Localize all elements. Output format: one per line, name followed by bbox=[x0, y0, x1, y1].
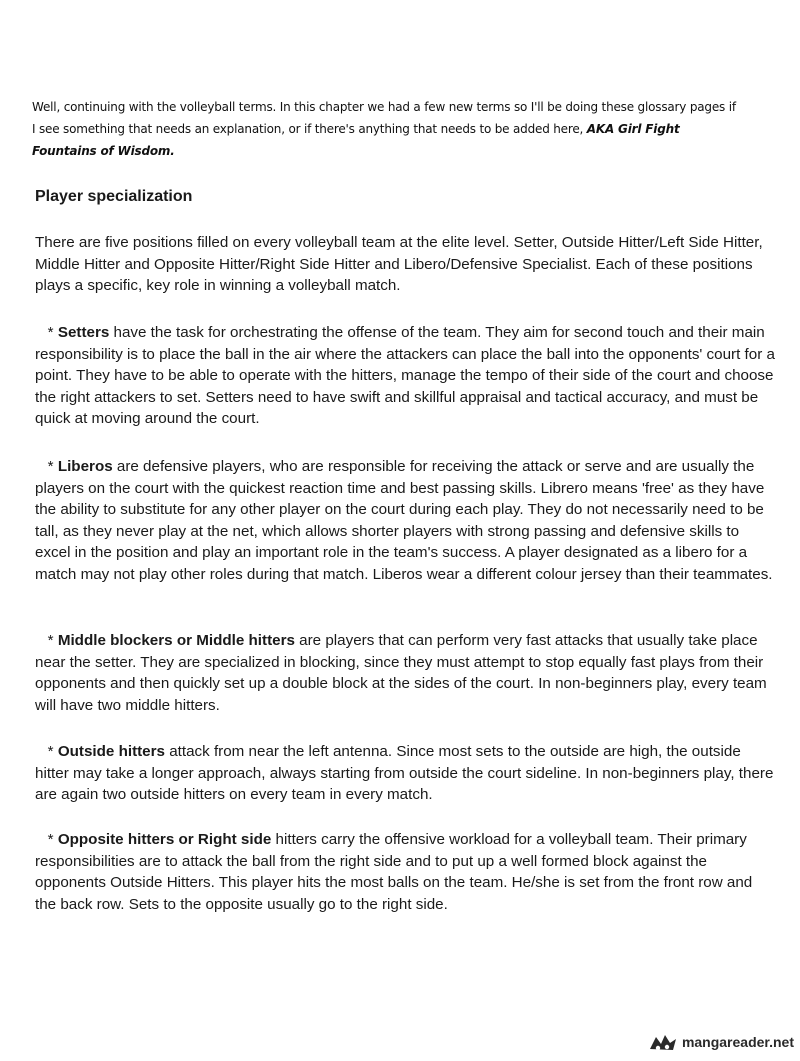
mangareader-logo-icon bbox=[648, 1031, 678, 1053]
outside-bullet: * bbox=[47, 743, 58, 760]
intro-aka: AKA Girl Fight Fountains of Wisdom. bbox=[32, 121, 680, 158]
intro-note bbox=[32, 96, 742, 162]
setters-paragraph bbox=[35, 322, 775, 430]
positions-paragraph: There are five positions filled on every volleyball team at the elite level. Setter, Outside Hitter/Left Side Hitter, Middle Hitter and Opposite Hitter/Right Side Hitter and Libero/Defensive Specialist. Each of these positions plays a specific, key role in winning a volleyball match. bbox=[35, 234, 763, 294]
setters-term: Setters bbox=[57, 324, 110, 341]
setters-bullet: * bbox=[47, 324, 58, 341]
watermark-text: mangareader.net bbox=[681, 1034, 794, 1050]
liberos-term: Liberos bbox=[57, 458, 113, 475]
outside-paragraph bbox=[35, 741, 775, 806]
outside-term: Outside hitters bbox=[57, 743, 165, 760]
liberos-text: are defensive players, who are responsible for receiving the attack or serve and are usually the players on the court with the quickest reaction time and best passing skills. Librero means 'free' as they have the ability to substitute for any other player on the court during each play. They do not necessarily need to be tall, as they never play at the net, which allows shorter players with strong passing and defensive skills to excel in the position and play an important role in the team's success. A player designated as a libero for a match may not play other roles during that match. Liberos wear a different colour jersey than their teammates. bbox=[35, 458, 773, 583]
middle-term: Middle blockers or Middle hitters bbox=[57, 632, 295, 649]
liberos-paragraph bbox=[35, 456, 775, 585]
liberos-bullet: * bbox=[47, 458, 58, 475]
intro-text: Well, continuing with the volleyball terms. In this chapter we had a few new terms so I'll be doing these glossary pages if I see something that needs an explanation, or if there's anything that needs to be added here, bbox=[32, 99, 736, 136]
opposite-bullet: * bbox=[47, 831, 58, 848]
opposite-text: hitters carry the offensive workload for a volleyball team. Their primary responsibilities are to attack the ball from the right side and to put up a well formed block against the opponents Outside Hitters. This player hits the most balls on the team. He/she is set from the front row and the back row. Sets to the opposite usually go to the right side. bbox=[35, 831, 753, 913]
middle-text: are players that can perform very fast attacks that usually take place near the setter. They are specialized in blocking, since they must attempt to stop equally fast plays from their opponents and then quickly set up a double block at the sides of the court. In non-beginners play, every team will have two middle hitters. bbox=[35, 632, 767, 714]
opposite-paragraph bbox=[35, 829, 775, 915]
setters-text: have the task for orchestrating the offense of the team. They aim for second touch and their main responsibility is to place the ball in the air where the attackers can place the ball into the opponents' court for a point. They have to be able to operate with the hitters, manage the tempo of their side of the court and choose the right attackers to set. Setters need to have swift and skillful appraisal and tactical accuracy, and must be quick at moving around the court. bbox=[35, 324, 775, 427]
middle-bullet: * bbox=[47, 632, 58, 649]
opposite-term: Opposite hitters or Right side bbox=[57, 831, 272, 848]
watermark bbox=[648, 1031, 794, 1053]
middle-paragraph bbox=[35, 630, 775, 716]
outside-text: attack from near the left antenna. Since most sets to the outside are high, the outside hitter may take a longer approach, always starting from outside the court sideline. In non-beginners play, there are again two outside hitters on every team in every match. bbox=[35, 743, 774, 803]
section-heading: Player specialization bbox=[35, 188, 193, 205]
